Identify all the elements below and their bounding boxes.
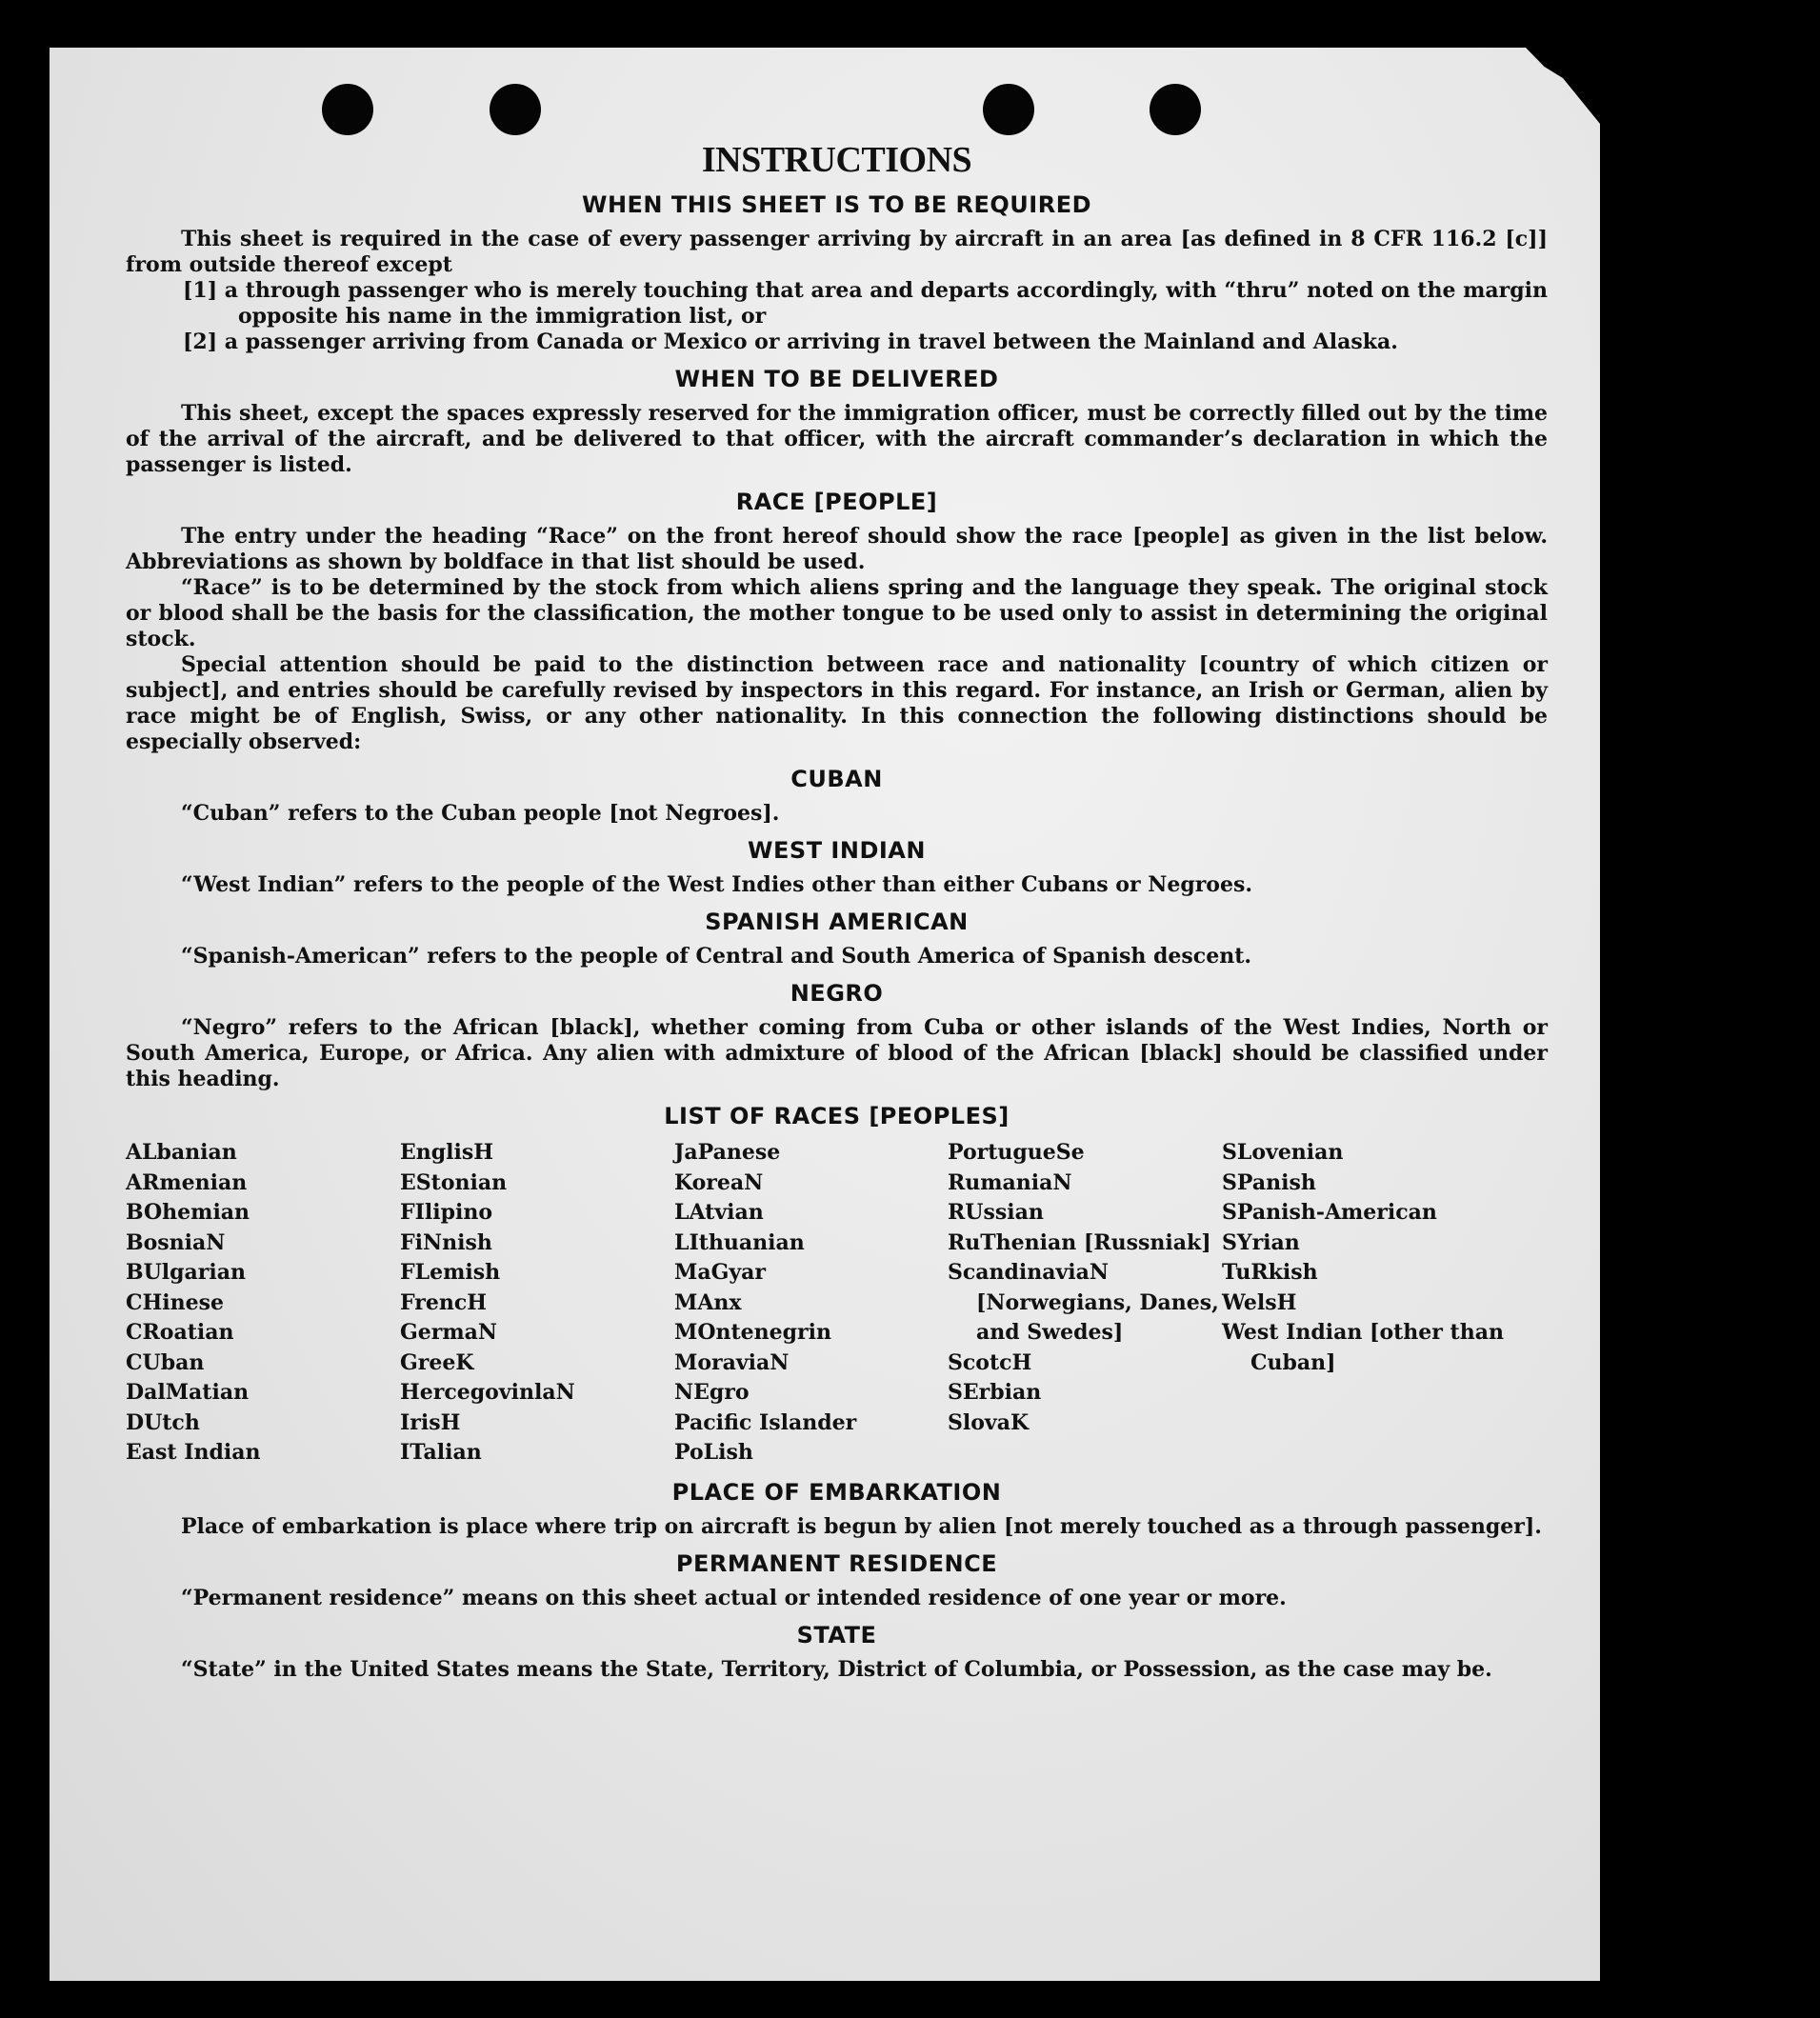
race-item: MoraviaN <box>674 1349 790 1375</box>
race-item: LIthuanian <box>674 1229 805 1255</box>
race-item: MOntenegrin <box>674 1320 831 1345</box>
cuban-text: “Cuban” refers to the Cuban people [not Negroes]. <box>181 801 780 826</box>
heading-place-of-embarkation: PLACE OF EMBARKATION <box>671 1478 1002 1506</box>
place-of-embarkation-text: Place of embarkation is place where trip on aircraft is begun by alien [not merely touched as a through passenger]. <box>181 1513 1542 1539</box>
punch-hole <box>322 84 373 135</box>
race-item: FiNnish <box>400 1229 492 1255</box>
race-item: SErbian <box>948 1380 1042 1405</box>
race-item: ARmenian <box>126 1169 248 1195</box>
race-item: DalMatian <box>126 1380 250 1405</box>
when-required-item-2: [2] a passenger arriving from Canada or Mexico or arriving in travel between the Mainland and Alaska. <box>183 330 1398 354</box>
page-title: INSTRUCTIONS <box>701 140 972 180</box>
race-item: EStonian <box>400 1169 508 1195</box>
race-item: RuThenian [Russniak] <box>948 1229 1211 1255</box>
race-column <box>1222 1138 1508 1469</box>
race-item: EnglisH <box>400 1140 494 1165</box>
punch-hole <box>1150 84 1201 135</box>
race-item: PoLish <box>674 1440 753 1465</box>
race-item: DUtch <box>126 1409 200 1435</box>
race-item: East Indian <box>126 1440 261 1465</box>
race-item: KoreaN <box>674 1169 764 1195</box>
heading-race: RACE [PEOPLE] <box>735 489 938 515</box>
race-item: NEgro <box>674 1380 750 1405</box>
race-item: RUssian <box>948 1200 1044 1225</box>
spanish-american-text: “Spanish-American” refers to the people of Central and South America of Spanish descent. <box>181 944 1252 969</box>
race-item: SlovaK <box>948 1409 1030 1435</box>
heading-negro: NEGRO <box>790 980 884 1007</box>
race-item: GreeK <box>400 1349 474 1375</box>
race-item: MAnx <box>674 1289 742 1315</box>
race-item: WelsH <box>1222 1289 1297 1315</box>
race-item: ITalian <box>400 1440 482 1465</box>
race-item: SPanish-American <box>1222 1200 1437 1225</box>
race-item: GermaN <box>400 1320 498 1345</box>
when-required-item-1: [1] a through passenger who is merely touching that area and departs accordingly, with “thru” noted on the margin opposite his name in the immigration list, or <box>183 278 1548 329</box>
punch-hole <box>983 84 1034 135</box>
race-item: Pacific Islander <box>674 1409 857 1435</box>
race-item: MaGyar <box>674 1260 767 1285</box>
document-page <box>50 48 1600 1981</box>
race-item: BUlgarian <box>126 1260 246 1285</box>
when-required-intro: This sheet is required in the case of every passenger arriving by aircraft in an area [as defined in 8 CFR 116.2 [c]] from outside thereof except <box>126 227 1548 277</box>
heading-permanent-residence: PERMANENT RESIDENCE <box>675 1549 998 1577</box>
when-delivered-text: This sheet, except the spaces expressly reserved for the immigration officer, must be correctly filled out by the time of the arrival of the aircraft, and be delivered to that officer, with the aircraft commander’s declaration in which the passenger is listed. <box>126 401 1548 477</box>
race-paragraph-1: The entry under the heading “Race” on the front hereof should show the race [people] as given in the list below. Abbreviations as shown by boldface in that list should be used. <box>126 524 1548 574</box>
race-item: IrisH <box>400 1409 461 1435</box>
race-item: TuRkish <box>1222 1260 1318 1285</box>
race-item: RumaniaN <box>948 1169 1072 1195</box>
torn-corner <box>1476 48 1600 124</box>
race-column <box>126 1138 400 1469</box>
race-item: SLovenian <box>1222 1140 1344 1165</box>
permanent-residence-text: “Permanent residence” means on this sheet actual or intended residence of one year or more. <box>181 1585 1287 1610</box>
race-item: SPanish <box>1222 1169 1316 1195</box>
race-paragraph-3: Special attention should be paid to the distinction between race and nationality [country of which citizen or subject], and entries should be carefully revised by inspectors in this regard. For instance, an Irish or German, alien by race might be of English, Swiss, or any other nationality. In this connection the following distinctions should be especially observed: <box>126 652 1548 754</box>
race-item: CRoatian <box>126 1320 234 1345</box>
race-paragraph-2: “Race” is to be determined by the stock from which aliens spring and the language they speak. The original stock or blood shall be the basis for the classification, the mother tongue to be used only to assist in determining the original stock. <box>126 575 1548 651</box>
race-item: JaPanese <box>674 1140 781 1165</box>
west-indian-text: “West Indian” refers to the people of the West Indies other than either Cubans or Negroes. <box>181 872 1253 897</box>
race-column <box>400 1138 674 1469</box>
race-item: LAtvian <box>674 1200 764 1225</box>
race-item: BosniaN <box>126 1229 226 1255</box>
negro-text: “Negro” refers to the African [black], whether coming from Cuba or other islands of the West Indies, North or South America, Europe, or Africa. Any alien with admixture of blood of the African [black] should be classified under this heading. <box>126 1015 1548 1091</box>
heading-list-of-races: LIST OF RACES [PEOPLES] <box>664 1103 1010 1129</box>
heading-when-delivered: WHEN TO BE DELIVERED <box>674 366 999 392</box>
race-item: West Indian [other than Cuban] <box>1222 1320 1504 1375</box>
race-item: SYrian <box>1222 1229 1300 1255</box>
heading-spanish-american: SPANISH AMERICAN <box>705 909 969 935</box>
state-text: “State” in the United States means the State, Territory, District of Columbia, or Possession, as the case may be. <box>181 1656 1492 1682</box>
race-item: FrencH <box>400 1289 487 1315</box>
heading-state: STATE <box>796 1621 877 1648</box>
heading-cuban: CUBAN <box>790 766 883 792</box>
race-item: FLemish <box>400 1260 501 1285</box>
punch-hole <box>490 84 541 135</box>
race-item: FIlipino <box>400 1200 493 1225</box>
race-item: BOhemian <box>126 1200 250 1225</box>
race-item: PortugueSe <box>948 1140 1085 1165</box>
heading-when-required: WHEN THIS SHEET IS TO BE REQUIRED <box>581 191 1092 218</box>
heading-west-indian: WEST INDIAN <box>748 837 926 864</box>
race-list <box>126 1138 1548 1469</box>
race-item: HercegovinlaN <box>400 1380 575 1405</box>
race-item: CUban <box>126 1349 205 1375</box>
race-column <box>674 1138 948 1469</box>
race-item: CHinese <box>126 1289 225 1315</box>
race-item: ScotcH <box>948 1349 1032 1375</box>
race-column <box>948 1138 1222 1469</box>
race-item: ALbanian <box>126 1140 237 1165</box>
instructions-content <box>126 139 1548 1683</box>
race-item: ScandinaviaN [Norwegians, Danes, and Swedes] <box>948 1260 1219 1345</box>
